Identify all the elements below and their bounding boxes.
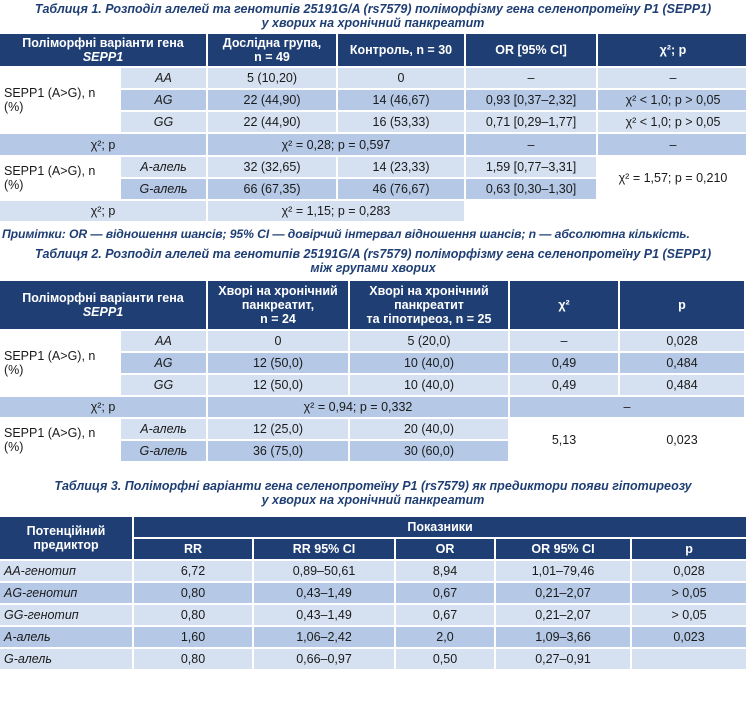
table1: [0, 32, 746, 223]
t2-header-variant: [0, 281, 206, 329]
t2-header-cp-line3: n = 24: [260, 312, 296, 326]
t3-row-p: [632, 649, 746, 669]
t3-row-or: 0,67: [396, 583, 494, 603]
t2-allele-cph: 30 (60,0): [350, 441, 508, 461]
t2-row-genotype: GG: [121, 375, 206, 395]
table3: [0, 515, 746, 671]
t3-row-or: 0,67: [396, 605, 494, 625]
t3-row-rrci: 0,89–50,61: [254, 561, 394, 581]
t3-row-orci: 1,01–79,46: [496, 561, 630, 581]
t3-row-p: > 0,05: [632, 583, 746, 603]
t2-header-chi: χ²: [510, 281, 618, 329]
t1-row-ctrl: 16 (53,33): [338, 112, 464, 132]
t2-header-cp-line2: панкреатит,: [241, 298, 315, 312]
t2-row-cph: 10 (40,0): [350, 353, 508, 373]
t2-header-cph: [350, 281, 508, 329]
t3-row-predictor: A-алель: [0, 627, 132, 647]
t3-header-predictor: [0, 517, 132, 559]
t2-row-genotype: AA: [121, 331, 206, 351]
t2-row-cp: 12 (50,0): [208, 375, 348, 395]
t2-allele-name: A-алель: [121, 419, 206, 439]
t2-allele-name: G-алель: [121, 441, 206, 461]
t3-row-predictor: AA-генотип: [0, 561, 132, 581]
t3-row-predictor: AG-генотип: [0, 583, 132, 603]
t1-allele-exp: 32 (32,65): [208, 157, 336, 177]
t3-header-rr: RR: [134, 539, 252, 559]
t3-row-rrci: 0,66–0,97: [254, 649, 394, 669]
t1-row-genotype: GG: [121, 112, 206, 132]
t3-row-rrci: 0,43–1,49: [254, 583, 394, 603]
t1-row-ctrl: 0: [338, 68, 464, 88]
t1-row-chi: χ² < 1,0; р > 0,05: [598, 112, 746, 132]
t3-header-p: p: [632, 539, 746, 559]
t1-header-variant-line1: Поліморфні варіанти гена: [22, 36, 184, 50]
t2-header-variant-line2: SEPP1: [82, 305, 124, 319]
t1-row-genotype: AG: [121, 90, 206, 110]
t3-row-predictor: G-алель: [0, 649, 132, 669]
t3-row-predictor: GG-генотип: [0, 605, 132, 625]
table3-caption-line2: у хворих на хронічний панкреатит: [261, 493, 485, 507]
t1-allele-name: A-алель: [121, 157, 206, 177]
t2-allele-cph: 20 (40,0): [350, 419, 508, 439]
t1-chi-or: –: [466, 134, 596, 155]
table2-caption: [0, 247, 746, 275]
t2-row-chi: 0,49: [510, 353, 618, 373]
table2-caption-line2: між групами хворих: [310, 261, 436, 275]
t2-header-cp: [208, 281, 348, 329]
t1-allele-ctrl: 46 (76,67): [338, 179, 464, 199]
t2-row-cp: 0: [208, 331, 348, 351]
table1-caption: [0, 2, 746, 30]
t1-allele-name: G-алель: [121, 179, 206, 199]
t3-header-orci: OR 95% CI: [496, 539, 630, 559]
t2-allele-chi: 5,13: [510, 419, 618, 461]
t1-row-exp: 5 (10,20): [208, 68, 336, 88]
t1-row-genotype: AA: [121, 68, 206, 88]
t3-row-orci: 1,09–3,66: [496, 627, 630, 647]
t1-chi-label: χ²; р: [0, 134, 206, 155]
table3-caption-line1: Таблиця 3. Поліморфні варіанти гена селенопротеїну Р1 (rs7579) як предиктори появи гіпотиреозу: [54, 479, 692, 493]
t3-row-or: 0,50: [396, 649, 494, 669]
table1-note: Примітки: OR — відношення шансів; 95% CI — довірчий інтервал відношення шансів; n — абсолютна кількість.: [2, 227, 690, 241]
t2-allele-cp: 36 (75,0): [208, 441, 348, 461]
t2-row-p: 0,484: [620, 353, 744, 373]
table1-caption-line1: Таблиця 1. Розподіл алелей та генотипів 25191G/A (rs7579) поліморфізму гена селенопротеїну Р1 (SEPP1): [34, 2, 712, 16]
t3-header-predictor-line2: предиктор: [33, 538, 99, 552]
t2-row-genotype: AG: [121, 353, 206, 373]
table1-caption-line2: у хворих на хронічний панкреатит: [261, 16, 485, 30]
t1-row-or: –: [466, 68, 596, 88]
t2-chi-label: χ²; р: [0, 397, 206, 417]
table2-caption-line1: Таблиця 2. Розподіл алелей та генотипів 25191G/A (rs7579) поліморфізму гена селенопротеїну Р1 (SEPP1): [34, 247, 712, 261]
t3-row-rr: 0,80: [134, 605, 252, 625]
t3-row-p: 0,023: [632, 627, 746, 647]
t3-row-orci: 0,21–2,07: [496, 605, 630, 625]
t2-header-cp-line1: Хворі на хронічний: [218, 284, 338, 298]
t1-header-exp-line1: Дослідна група,: [222, 36, 322, 50]
t2-header-cph-line2: панкреатит: [394, 298, 464, 312]
t2-row-p: 0,028: [620, 331, 744, 351]
t1-row-chi: χ² < 1,0; р > 0,05: [598, 90, 746, 110]
t2-chi-dash: –: [510, 397, 744, 417]
t1-row-or: 0,71 [0,29–1,77]: [466, 112, 596, 132]
t3-row-rr: 1,60: [134, 627, 252, 647]
t2-allele-p: 0,023: [620, 419, 744, 461]
t3-header-predictor-line1: Потенційний: [26, 524, 106, 538]
t2-row-chi: 0,49: [510, 375, 618, 395]
table2: [0, 279, 746, 463]
t1-allele-group: SEPP1 (A>G), n (%): [0, 157, 119, 199]
t1-genotype-group: SEPP1 (A>G), n (%): [0, 68, 119, 132]
t2-header-variant-line1: Поліморфні варіанти гена: [22, 291, 184, 305]
t1-row-ctrl: 14 (46,67): [338, 90, 464, 110]
t1-row-exp: 22 (44,90): [208, 112, 336, 132]
t1-allele-chi: χ² = 1,57; р = 0,210: [598, 157, 746, 199]
t3-header-rrci: RR 95% CI: [254, 539, 394, 559]
t3-row-orci: 0,21–2,07: [496, 583, 630, 603]
t3-header-indicators: Показники: [134, 517, 746, 537]
t1-header-variant-line2: SEPP1: [82, 50, 124, 64]
t1-header-chi: χ²; р: [598, 34, 746, 66]
t3-row-rr: 0,80: [134, 649, 252, 669]
t2-header-p: р: [620, 281, 744, 329]
t1-chi2-value: χ² = 1,15; р = 0,283: [208, 201, 464, 221]
t1-allele-or: 0,63 [0,30–1,30]: [466, 179, 596, 199]
t3-header-or: OR: [396, 539, 494, 559]
t2-row-cp: 12 (50,0): [208, 353, 348, 373]
t3-row-or: 2,0: [396, 627, 494, 647]
t1-allele-or: 1,59 [0,77–3,31]: [466, 157, 596, 177]
t1-row-chi: –: [598, 68, 746, 88]
t1-chi2-empty: [466, 201, 746, 221]
t1-row-exp: 22 (44,90): [208, 90, 336, 110]
t1-allele-exp: 66 (67,35): [208, 179, 336, 199]
t1-header-or: OR [95% CI]: [466, 34, 596, 66]
t2-allele-cp: 12 (25,0): [208, 419, 348, 439]
t2-allele-group: SEPP1 (A>G), n (%): [0, 419, 119, 461]
t3-row-rrci: 0,43–1,49: [254, 605, 394, 625]
t3-row-orci: 0,27–0,91: [496, 649, 630, 669]
t2-header-cph-line3: та гіпотиреоз, n = 25: [366, 312, 492, 326]
t1-header-variant: [0, 34, 206, 66]
t1-row-or: 0,93 [0,37–2,32]: [466, 90, 596, 110]
t2-row-p: 0,484: [620, 375, 744, 395]
table3-caption: [0, 479, 746, 507]
t3-row-p: > 0,05: [632, 605, 746, 625]
t3-row-p: 0,028: [632, 561, 746, 581]
t3-row-rrci: 1,06–2,42: [254, 627, 394, 647]
t2-chi-value: χ² = 0,94; р = 0,332: [208, 397, 508, 417]
t2-row-cph: 10 (40,0): [350, 375, 508, 395]
t2-genotype-group: SEPP1 (A>G), n (%): [0, 331, 119, 395]
t1-allele-ctrl: 14 (23,33): [338, 157, 464, 177]
t2-header-cph-line1: Хворі на хронічний: [369, 284, 489, 298]
t1-header-exp-line2: n = 49: [254, 50, 290, 64]
t1-header-ctrl: Контроль, n = 30: [338, 34, 464, 66]
t1-header-exp: [208, 34, 336, 66]
t3-row-or: 8,94: [396, 561, 494, 581]
t1-chi-value: χ² = 0,28; р = 0,597: [208, 134, 464, 155]
t2-row-chi: –: [510, 331, 618, 351]
t2-row-cph: 5 (20,0): [350, 331, 508, 351]
t3-row-rr: 6,72: [134, 561, 252, 581]
t1-chi2-label: χ²; р: [0, 201, 206, 221]
t3-row-rr: 0,80: [134, 583, 252, 603]
t1-chi-chi: –: [598, 134, 746, 155]
